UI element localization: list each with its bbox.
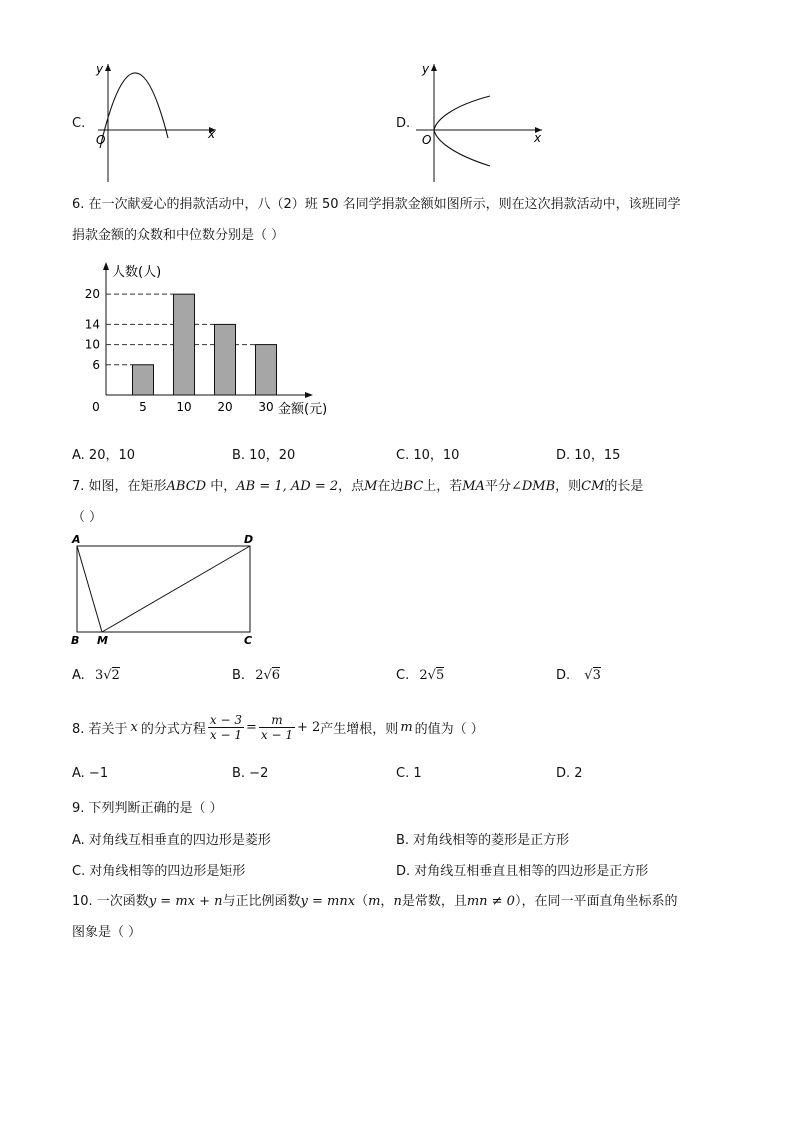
q8-option-c[interactable]: C. 1 — [396, 766, 422, 781]
chart-x-tick-label: 5 — [139, 400, 147, 414]
q10-condition: mn ≠ 0 — [466, 894, 515, 909]
q7-text: 7. 如图，在矩形 — [72, 479, 167, 494]
q6-option-d[interactable]: D. 10，15 — [556, 448, 621, 463]
q7-condition: AB = 1, AD = 2 — [236, 479, 339, 494]
q8-m: m — [400, 719, 413, 735]
q10-linear-function: y = mx + n — [148, 894, 223, 909]
q7-option-a[interactable] — [72, 668, 120, 683]
q10-text: 与正比例函数 — [222, 894, 301, 909]
q10-text-line1 — [72, 890, 677, 909]
chart-y-tick-label: 14 — [84, 317, 100, 332]
label-c: C — [244, 634, 253, 647]
sqrt-icon: √ — [263, 668, 272, 683]
q6-option-c[interactable]: C. 10，10 — [396, 448, 460, 463]
chart-y-axis-title: 人数(人) — [112, 265, 162, 280]
label-m: M — [97, 634, 108, 647]
q8-text-line — [72, 707, 484, 747]
label-b: B — [71, 634, 80, 647]
q10-text: 是常数，且 — [401, 894, 467, 909]
q10-text: ， — [380, 894, 394, 909]
q7-text: 中， — [206, 479, 237, 494]
q8-option-b[interactable]: B. −2 — [232, 766, 269, 781]
q9-text: 9. 下列判断正确的是（ ） — [72, 801, 223, 816]
q8-frac1-num: x − 3 — [209, 712, 242, 727]
chart-y-tick-label: 20 — [84, 287, 100, 302]
q8-fraction-1 — [208, 713, 244, 742]
q7-option-coef: 2 — [419, 668, 428, 683]
q8-fraction-2 — [259, 713, 295, 742]
rectangle-abcd — [77, 546, 250, 632]
q7-text-line1 — [72, 475, 643, 494]
q8-frac2-den: x − 1 — [260, 727, 293, 742]
q10-m: m — [368, 894, 381, 909]
q8-frac2-num: m — [259, 713, 295, 728]
chart-bar-10 — [174, 294, 195, 395]
q7-text: 平分 — [484, 479, 511, 494]
q7-option-label: A. — [72, 668, 85, 683]
x-label: x — [208, 127, 216, 141]
chart-origin-label: 0 — [92, 400, 100, 414]
y-label: y — [96, 62, 104, 76]
q8-option-d[interactable]: D. 2 — [556, 766, 583, 781]
q8-equals: = — [246, 719, 257, 735]
chart-bar-20 — [215, 324, 236, 395]
q9-option-d[interactable]: D. 对角线互相垂直且相等的四边形是正方形 — [396, 864, 649, 879]
q8-x: x — [130, 719, 138, 735]
q10-n: n — [393, 894, 402, 909]
chart-y-tick-label: 6 — [92, 357, 100, 372]
q6-option-a[interactable]: A. 20，10 — [72, 448, 136, 463]
q7-cm: CM — [581, 479, 605, 494]
origin-label: O — [96, 133, 106, 147]
q8-text: 产生增根，则 — [320, 721, 399, 737]
q7-option-c[interactable] — [396, 668, 444, 683]
chart-y-tick-label: 10 — [84, 337, 100, 352]
origin-label: O — [422, 133, 432, 147]
q6-bar-chart — [84, 262, 344, 422]
q7-option-label: B. — [232, 668, 246, 683]
q5-option-d-label: D. — [396, 116, 411, 131]
chart-x-tick-label: 10 — [176, 400, 192, 414]
q6-option-b[interactable]: B. 10，20 — [232, 448, 296, 463]
y-arrow-icon — [105, 64, 111, 71]
q6-text-line2: 捐款金额的众数和中位数分别是（ ） — [72, 228, 285, 243]
q8-text: 8. 若关于 — [72, 721, 128, 737]
q10-text: 10. 一次函数 — [72, 894, 149, 909]
q8-text: 的值为（ ） — [414, 721, 484, 737]
q7-option-label: C. — [396, 668, 410, 683]
q7-option-radicand: 6 — [271, 668, 281, 683]
q7-text: 的长是 — [604, 479, 644, 494]
label-a: A — [72, 533, 81, 546]
q7-option-b[interactable] — [232, 668, 280, 683]
q9-option-b[interactable]: B. 对角线相等的菱形是正方形 — [396, 833, 570, 848]
q7-option-coef: 2 — [255, 668, 264, 683]
y-arrow-icon — [431, 64, 437, 71]
q7-text: ，点 — [338, 479, 365, 494]
q9-option-c[interactable]: C. 对角线相等的四边形是矩形 — [72, 864, 246, 879]
segment-am — [77, 546, 102, 632]
q7-option-radicand: 3 — [592, 668, 601, 683]
y-label: y — [422, 62, 430, 76]
q7-text: ，则 — [555, 479, 582, 494]
q7-m: M — [364, 479, 378, 494]
q7-abcd: ABCD — [166, 479, 207, 494]
chart-x-tick-label: 30 — [258, 400, 274, 414]
q7-option-d[interactable] — [556, 668, 601, 683]
chart-x-tick-label: 20 — [217, 400, 233, 414]
q7-option-label: D. — [556, 668, 571, 683]
q5-option-c-label: C. — [72, 116, 86, 131]
parabola-curve — [100, 73, 168, 148]
chart-bar-5 — [133, 365, 154, 395]
q7-answer-paren: （ ） — [72, 510, 103, 525]
sideways-parabola-curve — [434, 96, 490, 166]
q9-option-a[interactable]: A. 对角线互相垂直的四边形是菱形 — [72, 833, 271, 848]
q10-text: （ — [355, 894, 369, 909]
sqrt-icon: √ — [584, 668, 593, 683]
q7-bc: BC — [403, 479, 424, 494]
sqrt-icon: √ — [427, 668, 436, 683]
q7-text: 上，若 — [423, 479, 463, 494]
label-d: D — [244, 533, 254, 546]
q10-proportional-function: y = mnx — [300, 894, 356, 909]
q6-text-line1: 6. 在一次献爱心的捐款活动中，八（2）班 50 名同学捐款金额如图所示，则在这次捐款活动中，该班同学 — [72, 197, 681, 212]
chart-x-axis-title: 金额(元) — [278, 402, 328, 417]
segment-md — [102, 546, 250, 632]
q7-option-coef: 3 — [94, 668, 104, 683]
q7-option-radicand: 2 — [111, 668, 120, 683]
q10-text: ），在同一平面直角坐标系的 — [514, 894, 678, 909]
chart-bar-30 — [256, 345, 277, 395]
q7-ma: MA — [462, 479, 485, 494]
q7-option-radicand: 5 — [435, 668, 445, 683]
chart-y-arrow-icon — [103, 262, 109, 270]
q5-graph-d — [412, 58, 546, 186]
q5-graph-c — [88, 58, 222, 186]
q10-text-line2: 图象是（ ） — [72, 925, 142, 940]
x-label: x — [534, 131, 542, 145]
q8-plus-two: + 2 — [297, 719, 321, 735]
q7-text: 在边 — [377, 479, 404, 494]
q8-option-a[interactable]: A. −1 — [72, 766, 109, 781]
chart-x-arrow-icon — [305, 392, 313, 398]
q7-angle: ∠DMB — [510, 479, 556, 494]
q8-frac1-den: x − 1 — [209, 727, 242, 742]
q8-text: 的分式方程 — [140, 721, 206, 737]
sqrt-icon: √ — [103, 668, 112, 683]
q7-rectangle-figure — [68, 532, 268, 650]
